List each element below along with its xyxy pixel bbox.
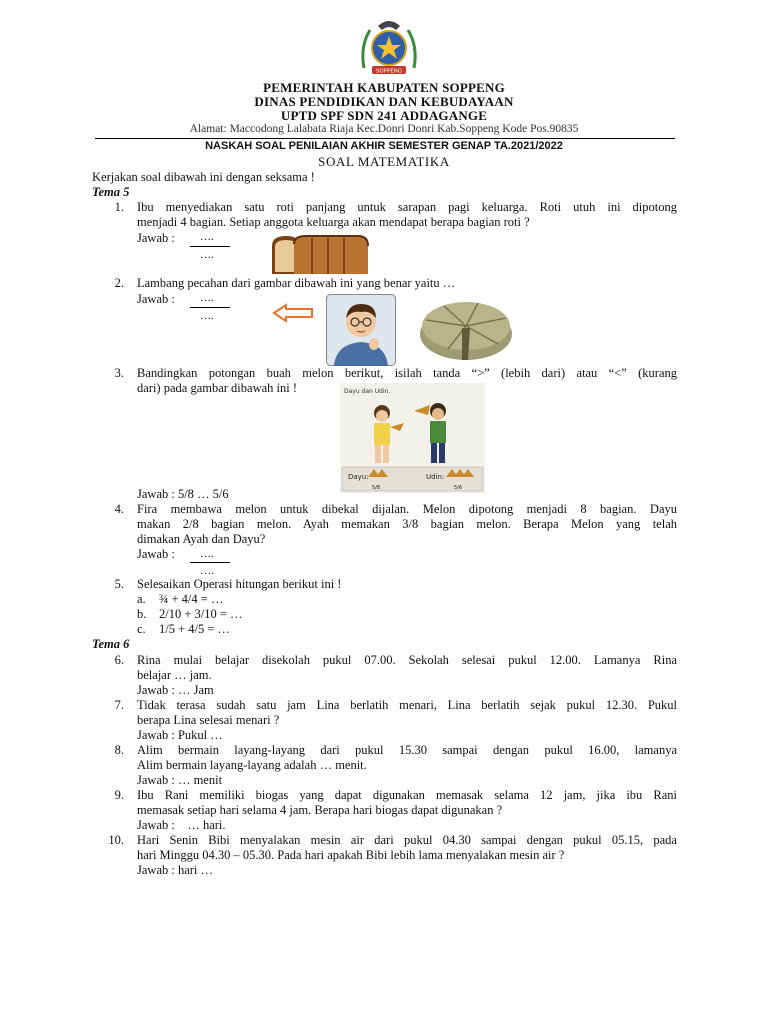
question-5-b: 2/10 + 3/10 = …	[159, 607, 243, 621]
question-10-line-1: Hari Senin Bibi menyalakan mesin air dari pukul 04.30 sampai dengan pukul 05.15, pada	[137, 833, 677, 847]
question-10-number: 10.	[108, 833, 124, 847]
question-1-answer-label: Jawab :	[137, 231, 175, 245]
section-tema-5: Tema 5	[92, 185, 130, 199]
header-line-3: UPTD SPF SDN 241 ADDAGANGE	[280, 108, 488, 123]
question-8-line-2: Alim bermain layang-layang adalah … menit.	[137, 758, 367, 772]
question-2-answer-bottom: ….	[200, 310, 214, 322]
section-tema-6: Tema 6	[92, 637, 130, 651]
question-4-number: 4.	[114, 502, 124, 516]
thinking-boy-icon	[326, 294, 396, 366]
question-3-line-2: dari) pada gambar dibawah ini !	[137, 381, 298, 395]
question-2-fraction-bar	[190, 307, 230, 308]
question-4-fraction-bar	[190, 562, 230, 563]
bread-loaf-icon	[268, 232, 370, 276]
children-melon-icon	[340, 383, 485, 493]
question-7-line-2: berapa Lina selesai menari ?	[137, 713, 280, 727]
question-8-number: 8.	[114, 743, 124, 757]
header-line-1: PEMERINTAH KABUPATEN SOPPENG	[263, 80, 505, 95]
question-6-answer: Jawab : … Jam	[137, 683, 214, 697]
page-title: SOAL MATEMATIKA	[318, 154, 450, 169]
question-5-a: ¾ + 4/4 = …	[159, 592, 224, 606]
question-6-number: 6.	[114, 653, 124, 667]
question-10-line-2: hari Minggu 04.30 – 05.30. Pada hari apakah Bibi lebih lama menyalakan mesin air ?	[137, 848, 565, 862]
question-9-line-2: memasak setiap hari selama 4 jam. Berapa hari biogas dapat digunakan ?	[137, 803, 503, 817]
question-3-number: 3.	[114, 366, 124, 380]
header-address: Alamat: Maccodong Lalabata Riaja Kec.Donri Donri Kab.Soppeng Kode Pos.90835	[189, 123, 579, 135]
question-1-answer-top: ….	[200, 231, 214, 243]
header-divider	[95, 138, 675, 139]
question-2-answer-label: Jawab :	[137, 292, 175, 306]
left-arrow-icon	[272, 303, 314, 323]
question-8-line-1: Alim bermain layang-layang dari pukul 15.30 sampai dengan pukul 16.00, lamanya	[137, 743, 677, 757]
question-5-b-label: b.	[137, 607, 147, 621]
melon-image-fraction-dayu: 5/8	[372, 485, 381, 491]
melon-image-label-udin: Udin:	[426, 473, 445, 481]
question-7-line-1: Tidak terasa sudah satu jam Lina berlatih menari, Lina berlatih sejak pukul 12.30. Pukul	[137, 698, 677, 712]
question-7-number: 7.	[114, 698, 124, 712]
question-9-line-1: Ibu Rani memiliki biogas yang dapat digunakan memasak selama 12 jam, jika ibu Rani	[137, 788, 677, 802]
logo-ribbon-text: SOPPENG	[375, 68, 403, 75]
question-2-line-1: Lambang pecahan dari gambar dibawah ini yang benar yaitu …	[137, 276, 456, 290]
instruction: Kerjakan soal dibawah ini dengan seksama !	[92, 170, 315, 184]
question-1-line-1: Ibu menyediakan satu roti panjang untuk sarapan pagi keluarga. Roti utuh ini dipotong	[137, 200, 677, 214]
melon-image-label-dayu: Dayu:	[348, 473, 369, 481]
question-5-c-label: c.	[137, 622, 146, 636]
question-4-line-2: makan 2/8 bagian melon. Ayah memakan 3/8 bagian melon. Berapa Melon yang telah	[137, 517, 677, 531]
melon-image-caption: Dayu dan Udin.	[344, 388, 391, 395]
question-4-answer-label: Jawab :	[137, 547, 175, 561]
question-4-answer-top: ….	[200, 548, 214, 560]
question-1-line-2: menjadi 4 bagian. Setiap anggota keluarga akan mendapat berapa bagian roti ?	[137, 215, 530, 229]
question-4-line-3: dimakan Ayah dan Dayu?	[137, 532, 266, 546]
question-9-answer: Jawab : … hari.	[137, 818, 226, 832]
question-5-number: 5.	[114, 577, 124, 591]
header-subtitle: NASKAH SOAL PENILAIAN AKHIR SEMESTER GENAP TA.2021/2022	[205, 140, 563, 152]
question-3-answer: Jawab : 5/8 … 5/6	[137, 487, 229, 501]
question-6-line-2: belajar … jam.	[137, 668, 212, 682]
cake-slices-icon	[418, 294, 514, 366]
question-1-fraction-bar	[190, 246, 230, 247]
header-line-2: DINAS PENDIDIKAN DAN KEBUDAYAAN	[254, 94, 514, 109]
question-1-number: 1.	[114, 200, 124, 214]
question-2-answer-top: ….	[200, 292, 214, 304]
question-1-answer-bottom: ….	[200, 249, 214, 261]
question-2-number: 2.	[114, 276, 124, 290]
question-8-answer: Jawab : … menit	[137, 773, 223, 787]
question-3-line-1: Bandingkan potongan buah melon berikut, isilah tanda “>” (lebih dari) atau “<” (kurang	[137, 366, 677, 380]
question-5-c: 1/5 + 4/5 = …	[159, 622, 231, 636]
question-5-a-label: a.	[137, 592, 146, 606]
question-9-number: 9.	[114, 788, 124, 802]
question-7-answer: Jawab : Pukul …	[137, 728, 223, 742]
question-4-line-1: Fira membawa melon untuk dibekal dijalan. Melon dipotong menjadi 8 bagian. Dayu	[137, 502, 677, 516]
question-10-answer: Jawab : hari …	[137, 863, 214, 877]
question-6-line-1: Rina mulai belajar disekolah pukul 07.00. Sekolah selesai pukul 12.00. Lamanya Rina	[137, 653, 677, 667]
question-4-answer-bottom: ….	[200, 565, 214, 577]
soppeng-logo-icon	[358, 16, 420, 78]
melon-image-fraction-udin: 5/6	[454, 485, 463, 491]
question-5-line-1: Selesaikan Operasi hitungan berikut ini !	[137, 577, 342, 591]
